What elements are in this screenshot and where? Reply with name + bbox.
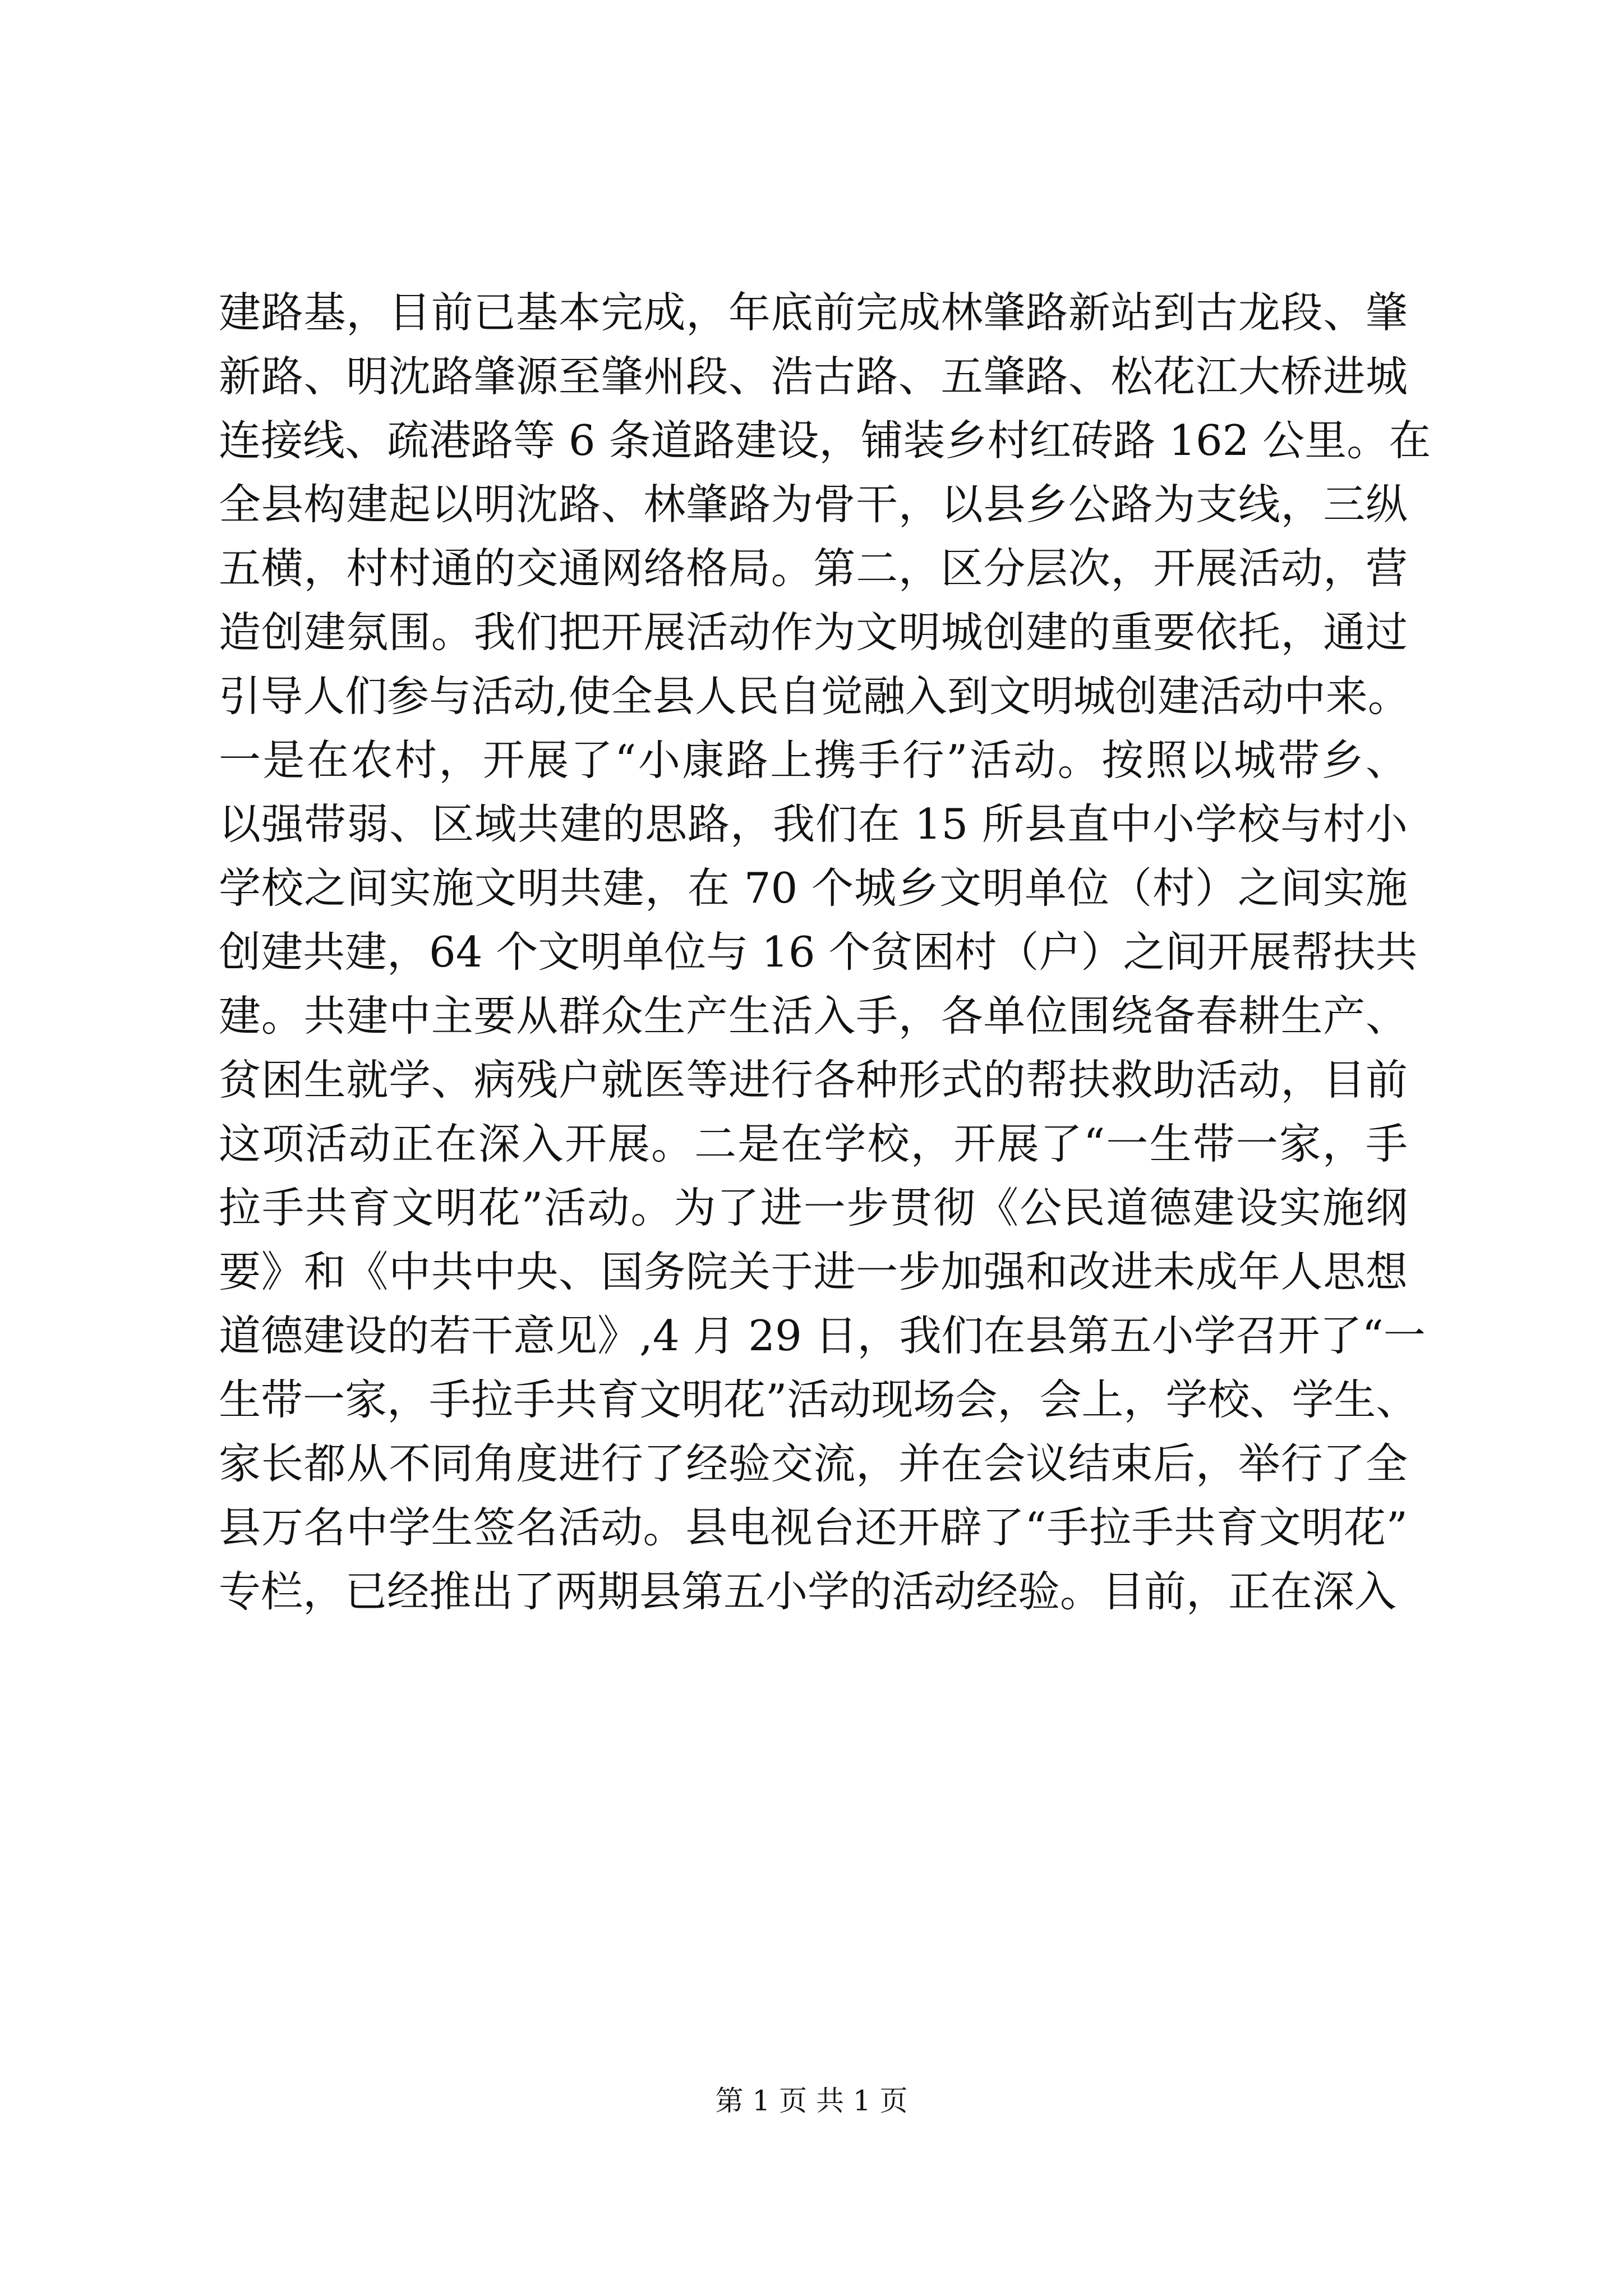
text-line: 学校之间实施文明共建，在 70 个城乡文明单位（村）之间实施 <box>219 863 1408 913</box>
page-number: 第 1 页 共 1 页 <box>715 2085 908 2117</box>
text-line: 贫困生就学、病残户就医等进行各种形式的帮扶救助活动，目前 <box>219 1055 1408 1105</box>
document-body <box>219 280 1431 1623</box>
text-line: 造创建氛围。我们把开展活动作为文明城创建的重要依托，通过 <box>219 608 1408 657</box>
text-line: 连接线、疏港路等 6 条道路建设，铺装乡村红砖路 162 公里。在 <box>219 416 1431 465</box>
text-line: 创建共建，64 个文明单位与 16 个贫困村（户）之间开展帮扶共 <box>219 927 1418 977</box>
text-line: 以强带弱、区域共建的思路，我们在 15 所县直中小学校与村小 <box>219 799 1408 849</box>
page-footer <box>0 2081 1623 2120</box>
text-line: 一是在农村，开展了“小康路上携手行”活动。按照以城带乡、 <box>219 735 1408 785</box>
text-line: 要》和《中共中央、国务院关于进一步加强和改进未成年人思想 <box>219 1247 1408 1296</box>
text-line: 专栏，已经推出了两期县第五小学的活动经验。目前，正在深入 <box>219 1567 1397 1616</box>
text-line: 家长都从不同角度进行了经验交流，并在会议结束后，举行了全 <box>219 1439 1408 1488</box>
text-line: 建路基，目前已基本完成，年底前完成林肇路新站到古龙段、肇 <box>219 288 1408 337</box>
text-line: 道德建设的若干意见》,4 月 29 日，我们在县第五小学召开了“一 <box>219 1311 1426 1360</box>
text-line: 引导人们参与活动,使全县人民自觉融入到文明城创建活动中来。 <box>219 671 1410 721</box>
text-line: 新路、明沈路肇源至肇州段、浩古路、五肇路、松花江大桥进城 <box>219 352 1408 401</box>
text-line: 县万名中学生签名活动。县电视台还开辟了“手拉手共育文明花” <box>219 1503 1408 1552</box>
text-line: 拉手共育文明花”活动。为了进一步贯彻《公民道德建设实施纲 <box>219 1183 1408 1232</box>
text-line: 全县构建起以明沈路、林肇路为骨干，以县乡公路为支线，三纵 <box>219 480 1408 529</box>
text-line: 这项活动正在深入开展。二是在学校，开展了“一生带一家，手 <box>219 1119 1408 1168</box>
text-line: 建。共建中主要从群众生产生活入手，各单位围绕备春耕生产、 <box>219 991 1408 1041</box>
text-line: 生带一家，手拉手共育文明花”活动现场会，会上，学校、学生、 <box>219 1375 1418 1424</box>
text-line: 五横，村村通的交通网络格局。第二，区分层次，开展活动，营 <box>219 544 1408 593</box>
